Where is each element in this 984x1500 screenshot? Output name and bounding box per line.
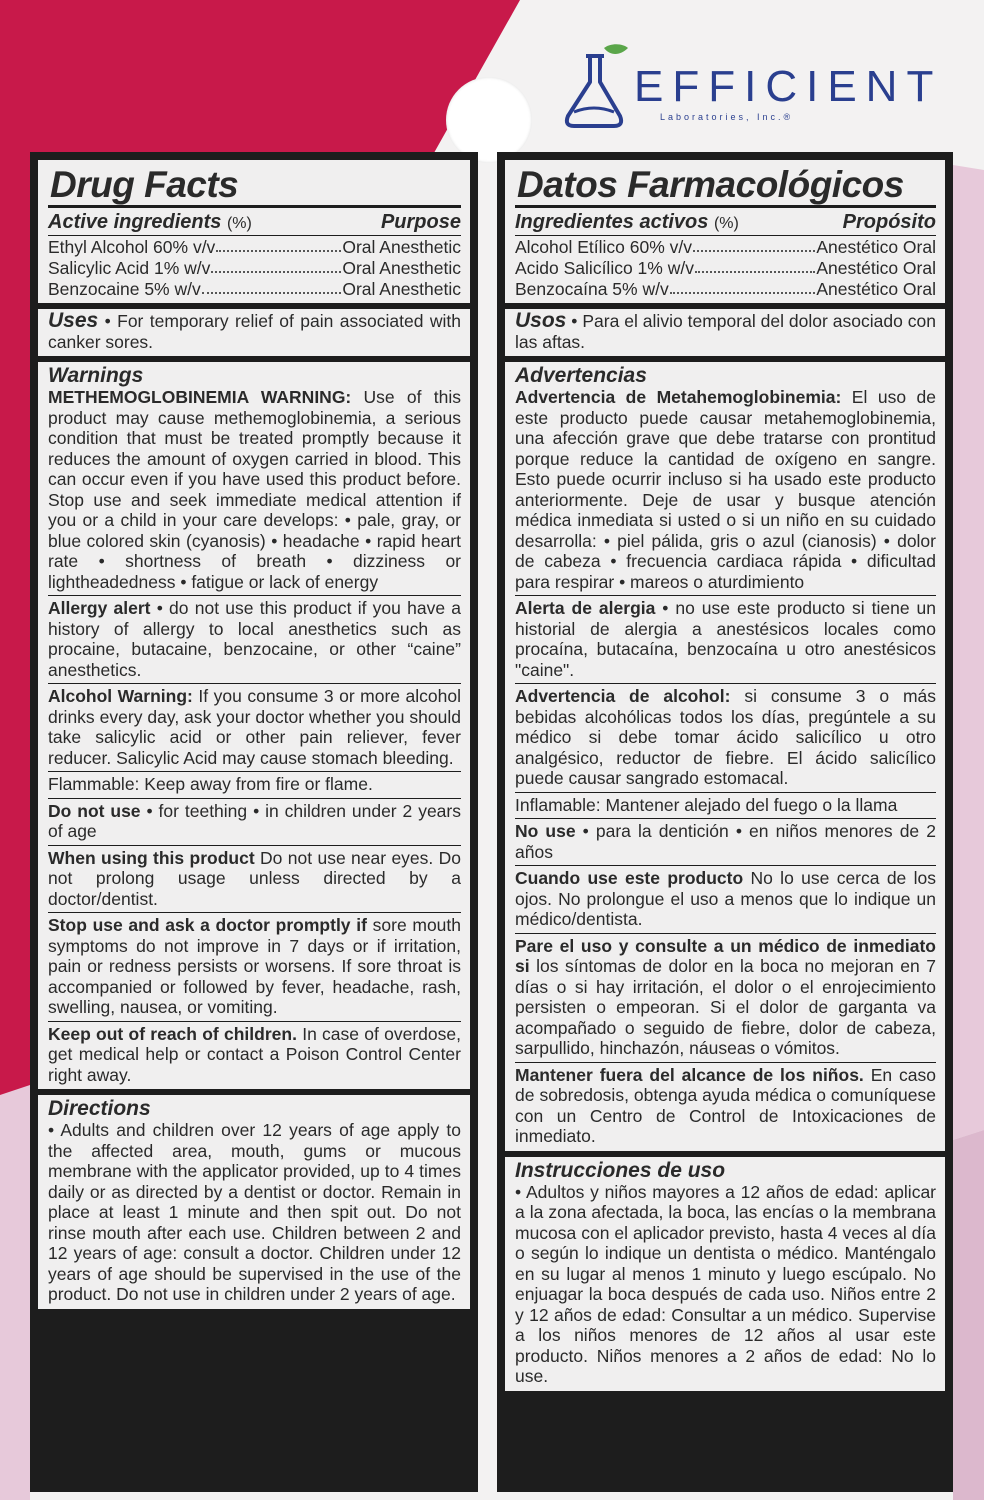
stopuse-label: Stop use and ask a doctor promptly if (48, 915, 367, 935)
drug-facts-panel-english (30, 152, 478, 1492)
brand-logo (556, 42, 956, 132)
allergy-label: Allergy alert (48, 598, 151, 618)
donotuse-body: • for teething • in children under 2 years of age (48, 800, 461, 841)
advertencia-alcohol (515, 683, 936, 789)
ingredient-name: Salicylic Acid 1% w/v (48, 258, 211, 278)
ingredient-name: Acido Salicílico 1% w/v (515, 258, 694, 278)
whenusing-body: No lo use cerca de los ojos. No prolongue el uso a menos que lo indique un médico/dentista. (515, 868, 936, 929)
ingredient-purpose: Oral Anesthetic (342, 237, 461, 257)
inflamable-warning: Inflamable: Mantener alejado del fuego o la llama (515, 792, 936, 816)
drug-facts-header-box (38, 160, 470, 303)
whenusing-label: Cuando use este producto (515, 868, 744, 888)
donotuse-label: Do not use (48, 800, 141, 821)
directions-box (38, 1095, 470, 1309)
ingredient-purpose: Anestético Oral (816, 279, 936, 299)
alcohol-label: Alcohol Warning: (48, 686, 193, 706)
uses-box (38, 309, 470, 356)
leader-dots (695, 258, 815, 273)
keepout-body: En caso de sobredosis, obtenga ayuda médica o comuníquese con un Centro de Control de Intoxicaciones de inmediato. (515, 1064, 936, 1146)
ingredient-row (48, 237, 461, 258)
instrucciones-text: • Adultos y niños mayores a 12 años de edad: aplicar a la zona afectada, la boca, las encías o la membrana mucosa con el aplicador previsto, hasta 4 veces al día o según lo indique un dentista o médico. Manténgalo en su lugar al menos 1 minuto y luego escúpalo. No enjuagar la boca después de cada uso. Niños entre 2 y 12 años de edad: Consultar a un médico. Supervise a los niños menores de 12 años al usar este producto. Niños menores a 2 años de edad: No lo use. (515, 1181, 936, 1386)
drug-facts-title: Drug Facts (48, 162, 461, 208)
ingredient-name: Ethyl Alcohol 60% v/v (48, 237, 216, 257)
do-not-use (48, 798, 461, 842)
cuando-use (515, 865, 936, 930)
percent-label: (%) (713, 215, 739, 232)
metahemoglobinemia-warning (515, 387, 936, 592)
advertencias-box (505, 362, 945, 1151)
methemoglobinemia-warning (48, 387, 461, 592)
alcohol-label: Advertencia de alcohol: (515, 686, 731, 706)
ingredient-purpose: Anestético Oral (816, 258, 936, 278)
brand-subtitle: Laboratories, Inc.® (660, 112, 794, 122)
leader-dots (693, 237, 815, 252)
brand-name: EFFICIENT (634, 62, 943, 111)
alcohol-body: If you consume 3 or more alcohol drinks every day, ask your doctor whether you should take salicylic acid or other pain reliever, fever reducer. Salicylic Acid may cause stomach bleeding. (48, 686, 462, 768)
ingredient-row (515, 279, 936, 300)
uses-text (48, 311, 461, 352)
alcohol-warning (48, 683, 461, 768)
ingredient-purpose: Oral Anesthetic (342, 258, 461, 278)
keep-out-of-reach (48, 1021, 461, 1086)
allergy-body: • no use este producto si tiene un historial de alergia a anestésicos locales como procaína, butacaína, benzocaína u otro anestésicos "caine". (515, 598, 937, 680)
warnings-title: Warnings (48, 364, 144, 387)
whenusing-body: Do not use near eyes. Do not prolong usage unless directed by a doctor/dentist. (48, 847, 462, 909)
meth-label: METHEMOGLOBINEMIA WARNING: (48, 387, 352, 407)
pare-el-uso (515, 933, 936, 1059)
mantener-fuera (515, 1062, 936, 1147)
active-ingredients-header (48, 211, 461, 236)
leader-dots (670, 279, 816, 294)
allergy-label: Alerta de alergia (515, 598, 656, 618)
ingredient-row (48, 258, 461, 279)
keepout-label: Mantener fuera del alcance de los niños. (515, 1064, 864, 1085)
donotuse-body: • para la dentición • en niños menores de 2 años (515, 821, 936, 862)
uses-title: Uses (48, 309, 99, 332)
flask-leaf-icon (556, 42, 636, 132)
no-use (515, 818, 936, 862)
ingredient-name: Benzocaine 5% w/v (48, 279, 201, 299)
meth-label: Advertencia de Metahemoglobinemia: (515, 387, 842, 407)
ingredient-name: Alcohol Etílico 60% v/v (515, 237, 693, 257)
active-ingredients-label: Active ingredients (48, 211, 222, 233)
directions-title: Directions (48, 1097, 151, 1120)
leader-dots (216, 237, 341, 252)
leader-dots (202, 279, 342, 294)
ingredient-row (515, 237, 936, 258)
leader-dots (211, 258, 341, 273)
instrucciones-title: Instrucciones de uso (515, 1158, 726, 1182)
keepout-body: In case of overdose, get medical help or contact a Poison Control Center right away. (48, 1023, 461, 1085)
allergy-body: • do not use this product if you have a history of allergy to local anesthetics such as procaine, butacaine, benzocaine, or other “caine” anesthetics. (48, 598, 462, 680)
stopuse-label: Pare el uso y consulte a un médico de inmediato si (515, 935, 936, 976)
hang-hole (446, 77, 532, 163)
ingredient-row (48, 279, 461, 300)
when-using (48, 845, 461, 910)
ingredient-row (515, 258, 936, 279)
usos-box (505, 309, 945, 356)
whenusing-label: When using this product (48, 847, 255, 868)
datos-title: Datos Farmacológicos (515, 162, 936, 208)
usos-body: • Para el alivio temporal del dolor asociado con las aftas. (515, 311, 936, 352)
keepout-label: Keep out of reach of children. (48, 1023, 297, 1044)
usos-text (515, 311, 936, 352)
purpose-label: Purpose (380, 211, 461, 233)
flammable-warning: Flammable: Keep away from fire or flame. (48, 771, 461, 795)
allergy-alert (48, 595, 461, 680)
stopuse-body: los síntomas de dolor en la boca no mejoran en 7 días o si hay irritación, el dolor o el enrojecimiento persisten o empeoran. Si el dolor de garganta va acompañado o seguido de fiebre, dolor de cabeza, sarpullido, hinchazón, náuseas o vómitos. (515, 956, 936, 1058)
warnings-box (38, 362, 470, 1089)
instrucciones-box (505, 1157, 945, 1391)
ingredientes-label: Ingredientes activos (515, 211, 709, 233)
datos-header-box (505, 160, 945, 303)
meth-body: El uso de este producto puede causar metahemoglobinemia, una afección grave que debe tratarse con prontitud porque reduce la cantidad de oxígeno en sangre. Esto puede ocurrir incluso si ha usado este producto anteriormente. Deje de usar y busque atención médica inmediata si usted o si un niño en su cuidado desarrolla: • piel pálida, gris o azul (cianosis) • dolor de cabeza • frecuencia cardiaca rápida • dificultad para respirar • mareos o aturdimiento (515, 387, 936, 592)
percent-label: (%) (226, 215, 252, 232)
directions-text: • Adults and children over 12 years of age apply to the affected area, mouth, gums or mucous membrane with the applicator provided, up to 4 times daily or as directed by a dentist or doctor. Remain in place at least 1 minute and then spit out. Do not rinse mouth after each use. Children between 2 and 12 years of age: consult a doctor. Children under 12 years of age should be supervised in the use of the product. Do not use in children under 2 years of age. (48, 1120, 461, 1304)
proposito-label: Propósito (842, 211, 936, 233)
ingredient-purpose: Oral Anesthetic (342, 279, 461, 299)
meth-body: Use of this product may cause methemoglobinemia, a serious condition that must be treated promptly because it reduces the amount of oxygen carried in blood. This can occur even if you have used this product before. Stop use and seek immediate medical attention if you or a child in your care develops: • pale, gray, or blue colored skin (cyanosis) • headache • rapid heart rate • shortness of breath • dizziness or lightheadedness • fatigue or lack of energy (48, 387, 461, 592)
uses-body: • For temporary relief of pain associated with canker sores. (48, 311, 461, 352)
alcohol-body: si consume 3 o más bebidas alcohólicas todos los días, pregúntele a su médico si debe tomar ácido salicílico u otro analgésico, reductor de fiebre. El ácido salicílico puede causar sangrado estomacal. (515, 686, 937, 788)
drug-facts-panel-spanish (497, 152, 953, 1492)
usos-title: Usos (515, 309, 567, 332)
advertencias-title: Advertencias (515, 364, 647, 387)
donotuse-label: No use (515, 821, 576, 841)
ingredient-name: Benzocaína 5% w/v (515, 279, 669, 299)
ingredientes-header (515, 211, 936, 236)
alerta-alergia (515, 595, 936, 680)
stop-use (48, 912, 461, 1018)
ingredient-purpose: Anestético Oral (816, 237, 936, 257)
stopuse-body: sore mouth symptoms do not improve in 7 days or if irritation, pain or redness persists or worsens. If sore throat is accompanied or followed by fever, headache, rash, swelling, nausea, or vomiting. (48, 915, 462, 1017)
